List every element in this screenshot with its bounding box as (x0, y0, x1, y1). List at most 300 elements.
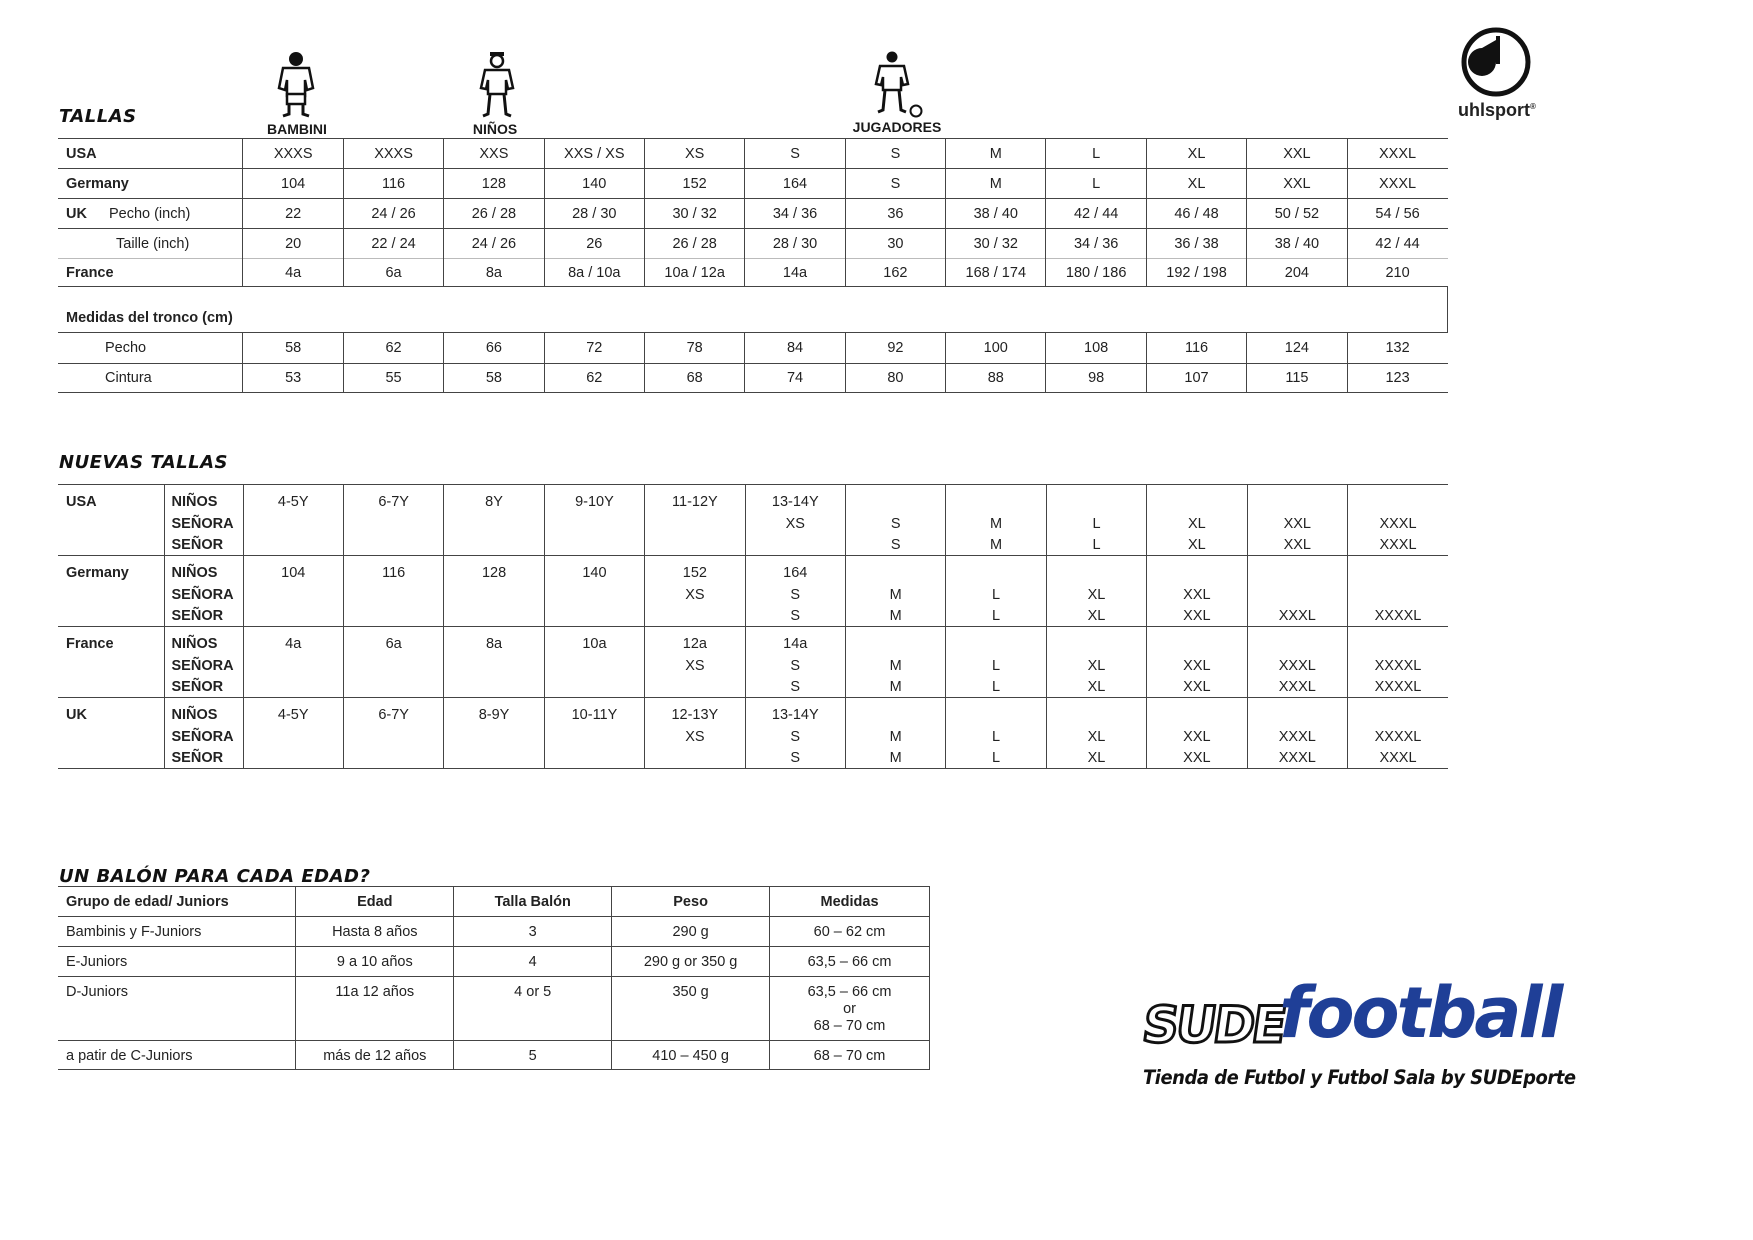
tallas-cell: 36 / 38 (1146, 229, 1246, 259)
nuevas-group-label: NIÑOS (164, 698, 243, 725)
nuevas-cell (243, 512, 343, 534)
tallas-cell: 6a (343, 259, 443, 287)
tallas-cell: 8a / 10a (544, 259, 644, 287)
nuevas-country: UK (66, 707, 87, 723)
nuevas-cell (544, 512, 644, 534)
nuevas-line (58, 654, 1448, 676)
tallas-row-label (58, 139, 243, 169)
medidas-cell: 80 (845, 364, 945, 393)
medidas-cell: 108 (1046, 333, 1146, 364)
nuevas-cell (544, 747, 644, 769)
nuevas-cell (343, 583, 443, 605)
nuevas-cell (845, 698, 945, 725)
nuevas-cell: S (845, 534, 945, 556)
medidas-cell: 58 (444, 364, 544, 393)
balon-cell: 3 (454, 917, 612, 947)
medidas-cell: 62 (544, 364, 644, 393)
medidas-cell: 92 (845, 333, 945, 364)
nuevas-cell: XXL (1247, 534, 1347, 556)
nuevas-cell: M (845, 676, 945, 698)
tallas-cell: 22 (243, 199, 343, 229)
nuevas-line (58, 725, 1448, 747)
tallas-cell: 152 (644, 169, 744, 199)
nuevas-cell: 14a (745, 627, 845, 654)
medidas-row (58, 333, 1448, 364)
nuevas-cell (845, 485, 945, 512)
tallas-cell: 210 (1347, 259, 1447, 287)
tallas-row-label (58, 229, 243, 259)
nuevas-group-label: SEÑORA (164, 512, 243, 534)
nuevas-group-label: SEÑORA (164, 725, 243, 747)
nuevas-cell: XXXXL (1348, 676, 1449, 698)
nuevas-cell: 6a (343, 627, 443, 654)
balon-row (58, 977, 930, 1041)
medidas-cell: 107 (1146, 364, 1246, 393)
tallas-row-label (58, 169, 243, 199)
tallas-cell: XXXL (1347, 139, 1447, 169)
nuevas-cell: XXL (1147, 654, 1247, 676)
nuevas-line (58, 512, 1448, 534)
tallas-country-label: Germany (66, 175, 129, 192)
tallas-cell: 38 / 40 (946, 199, 1046, 229)
balon-cell: Bambinis y F-Juniors (66, 924, 202, 940)
nuevas-cell: XXXL (1247, 654, 1347, 676)
tallas-cell: 36 (845, 199, 945, 229)
tallas-cell: 14a (745, 259, 845, 287)
nuevas-cell: S (745, 725, 845, 747)
tallas-row (58, 259, 1448, 287)
nuevas-cell: XXXL (1348, 747, 1449, 769)
balon-header-cell: Talla Balón (454, 887, 612, 917)
nuevas-cell: 116 (343, 556, 443, 583)
nuevas-cell: L (946, 676, 1046, 698)
tallas-row (58, 199, 1448, 229)
nuevas-cell: M (946, 534, 1046, 556)
nuevas-cell: XS (745, 512, 845, 534)
tallas-cell: 30 (845, 229, 945, 259)
nuevas-tallas-title: NUEVAS TALLAS (59, 452, 228, 473)
nuevas-cell (444, 583, 544, 605)
nuevas-cell: XXXXL (1348, 605, 1449, 627)
nuevas-cell (1348, 556, 1449, 583)
nuevas-group-label: SEÑOR (164, 747, 243, 769)
nuevas-cell: XL (1046, 747, 1146, 769)
nuevas-cell: S (745, 654, 845, 676)
nuevas-cell: XXL (1147, 747, 1247, 769)
medidas-cell: 124 (1247, 333, 1347, 364)
nuevas-cell (1247, 698, 1347, 725)
tallas-cell: 34 / 36 (1046, 229, 1146, 259)
nuevas-cell: XXXL (1247, 605, 1347, 627)
figure-label-jugadores: JUGADORES (852, 119, 942, 135)
nuevas-cell (1348, 485, 1449, 512)
balon-cell: 11a 12 años (296, 977, 454, 1041)
medidas-cell: 88 (946, 364, 1046, 393)
nuevas-cell: XXL (1147, 725, 1247, 747)
nuevas-cell (745, 534, 845, 556)
balon-row (58, 917, 930, 947)
balon-cell: 63,5 – 66 cm or 68 – 70 cm (770, 977, 930, 1041)
nuevas-cell: L (946, 583, 1046, 605)
tallas-country-label: France (66, 264, 114, 281)
nuevas-cell: XXXL (1247, 725, 1347, 747)
nuevas-line (58, 698, 1448, 725)
tallas-cell: XXL (1247, 139, 1347, 169)
tallas-row (58, 229, 1448, 259)
nuevas-cell (544, 605, 644, 627)
balon-row (58, 1041, 930, 1070)
nuevas-cell (444, 654, 544, 676)
sude-wordmark: SUDE (1138, 996, 1288, 1054)
nuevas-cell: M (845, 654, 945, 676)
medidas-row (58, 364, 1448, 393)
nuevas-country: USA (66, 494, 97, 510)
nuevas-cell: XL (1147, 534, 1247, 556)
medidas-cell: 74 (745, 364, 845, 393)
nuevas-cell (1348, 583, 1449, 605)
medidas-cell: 115 (1247, 364, 1347, 393)
medidas-cell: 84 (745, 333, 845, 364)
balon-cell: 60 – 62 cm (770, 917, 930, 947)
balon-header-cell: Edad (296, 887, 454, 917)
nuevas-cell: 140 (544, 556, 644, 583)
uhlsport-wordmark: uhlsport® (1458, 100, 1536, 120)
nuevas-cell: XL (1046, 725, 1146, 747)
nuevas-cell: 13-14Y (745, 485, 845, 512)
tallas-cell: XS (644, 139, 744, 169)
medidas-row-label: Pecho (105, 340, 147, 356)
nuevas-cell (243, 676, 343, 698)
nuevas-cell: XL (1046, 605, 1146, 627)
nuevas-group-label: SEÑOR (164, 534, 243, 556)
nuevas-cell (544, 725, 644, 747)
balon-cell: 63,5 – 66 cm (770, 947, 930, 977)
tallas-cell: 140 (544, 169, 644, 199)
tallas-cell: 192 / 198 (1146, 259, 1246, 287)
balon-cell: 350 g (612, 977, 770, 1041)
nuevas-cell (444, 676, 544, 698)
balon-cell: 290 g or 350 g (612, 947, 770, 977)
medidas-cell: 55 (343, 364, 443, 393)
nuevas-cell (1147, 485, 1247, 512)
nuevas-cell: 128 (444, 556, 544, 583)
tallas-cell: L (1046, 139, 1146, 169)
nuevas-cell (343, 512, 443, 534)
nuevas-cell: 164 (745, 556, 845, 583)
balon-cell: a patir de C-Juniors (66, 1048, 193, 1064)
nuevas-cell (444, 534, 544, 556)
nuevas-cell: XXXXL (1348, 725, 1449, 747)
nuevas-cell: XXL (1247, 512, 1347, 534)
nuevas-cell (444, 512, 544, 534)
nuevas-line (58, 627, 1448, 654)
tallas-cell: 4a (243, 259, 343, 287)
nuevas-cell (645, 512, 745, 534)
tallas-cell: S (745, 139, 845, 169)
nuevas-cell: M (845, 747, 945, 769)
nuevas-cell: XXXL (1348, 534, 1449, 556)
nuevas-cell: 8-9Y (444, 698, 544, 725)
nuevas-cell (1046, 698, 1146, 725)
tallas-title: TALLAS (59, 106, 137, 127)
nuevas-cell (1147, 698, 1247, 725)
nuevas-cell: 4-5Y (243, 698, 343, 725)
tallas-cell: L (1046, 169, 1146, 199)
nuevas-cell: L (946, 654, 1046, 676)
player-with-ball-icon (873, 50, 925, 120)
balon-cell: 4 or 5 (454, 977, 612, 1041)
nuevas-cell: 4-5Y (243, 485, 343, 512)
tallas-sublabel: Pecho (inch) (108, 205, 191, 222)
sudefootball-tagline: Tienda de Futbol y Futbol Sala by SUDEporte (1143, 1066, 1576, 1089)
tallas-cell: XXXS (243, 139, 343, 169)
nuevas-cell: XL (1046, 583, 1146, 605)
nuevas-line (58, 556, 1448, 583)
nuevas-cell: L (946, 747, 1046, 769)
nuevas-cell (444, 605, 544, 627)
nuevas-cell (946, 698, 1046, 725)
medidas-cell: 62 (343, 333, 443, 364)
tallas-country-label: USA (66, 145, 97, 162)
nuevas-cell: 13-14Y (745, 698, 845, 725)
nuevas-cell: 11-12Y (645, 485, 745, 512)
nuevas-cell (1046, 556, 1146, 583)
tallas-cell: 104 (243, 169, 343, 199)
tallas-cell: 42 / 44 (1347, 229, 1447, 259)
nuevas-cell: L (1046, 512, 1146, 534)
balon-cell: 410 – 450 g (612, 1041, 770, 1070)
balon-cell: 290 g (612, 917, 770, 947)
nuevas-cell: M (946, 512, 1046, 534)
nuevas-cell (845, 556, 945, 583)
nuevas-cell (343, 725, 443, 747)
tallas-cell: 168 / 174 (946, 259, 1046, 287)
nuevas-cell (243, 583, 343, 605)
nuevas-cell: 152 (645, 556, 745, 583)
tallas-country-label: UK (66, 205, 87, 222)
balon-title: UN BALÓN PARA CADA EDAD? (59, 866, 371, 887)
nuevas-cell (1348, 698, 1449, 725)
medidas-cell: 123 (1347, 364, 1447, 393)
tallas-cell: 22 / 24 (343, 229, 443, 259)
nuevas-cell: XXL (1147, 583, 1247, 605)
tallas-cell: 128 (444, 169, 544, 199)
nuevas-cell: XXL (1147, 676, 1247, 698)
nuevas-cell: L (946, 605, 1046, 627)
nuevas-cell: 9-10Y (544, 485, 644, 512)
balon-cell: E-Juniors (66, 954, 128, 970)
medidas-cell: 72 (544, 333, 644, 364)
kid-figure-icon (477, 50, 517, 120)
nuevas-cell (544, 654, 644, 676)
nuevas-cell: M (845, 583, 945, 605)
nuevas-cell (343, 747, 443, 769)
nuevas-cell: 12a (645, 627, 745, 654)
nuevas-cell: S (745, 583, 845, 605)
nuevas-cell (946, 627, 1046, 654)
tallas-cell: S (845, 169, 945, 199)
nuevas-cell (946, 556, 1046, 583)
balon-table (58, 886, 930, 1070)
nuevas-line (58, 485, 1448, 512)
nuevas-cell: S (745, 676, 845, 698)
tallas-cell: 54 / 56 (1347, 199, 1447, 229)
tallas-cell: 116 (343, 169, 443, 199)
uhlsport-logo-icon (1460, 26, 1532, 98)
nuevas-cell (1147, 556, 1247, 583)
nuevas-cell (1247, 583, 1347, 605)
medidas-row-label: Cintura (105, 370, 152, 386)
tallas-row-label (58, 259, 243, 287)
tallas-cell: XXS (444, 139, 544, 169)
sudefootball-logo (1138, 972, 1561, 1060)
medidas-cell: 132 (1347, 333, 1447, 364)
nuevas-cell (444, 725, 544, 747)
nuevas-cell (645, 534, 745, 556)
balon-cell: 9 a 10 años (296, 947, 454, 977)
tallas-cell: 26 (544, 229, 644, 259)
nuevas-cell: 6-7Y (343, 698, 443, 725)
figure-label-ninos: NIÑOS (472, 121, 518, 137)
tallas-row (58, 139, 1448, 169)
tallas-cell: XXS / XS (544, 139, 644, 169)
nuevas-group-label: NIÑOS (164, 627, 243, 654)
nuevas-cell (1247, 485, 1347, 512)
nuevas-line (58, 676, 1448, 698)
tallas-cell: M (946, 169, 1046, 199)
tallas-cell: XXXS (343, 139, 443, 169)
tallas-cell: 24 / 26 (444, 229, 544, 259)
nuevas-group-label: SEÑOR (164, 605, 243, 627)
nuevas-group-label: SEÑOR (164, 676, 243, 698)
tallas-cell: 42 / 44 (1046, 199, 1146, 229)
tallas-cell: 164 (745, 169, 845, 199)
nuevas-cell: L (946, 725, 1046, 747)
nuevas-group-label: SEÑORA (164, 654, 243, 676)
nuevas-cell: 4a (243, 627, 343, 654)
nuevas-cell: M (845, 725, 945, 747)
nuevas-cell: 10a (544, 627, 644, 654)
nuevas-cell: XXL (1147, 605, 1247, 627)
nuevas-cell: XS (645, 725, 745, 747)
tallas-cell: XXL (1247, 169, 1347, 199)
nuevas-line (58, 747, 1448, 769)
tallas-cell: 20 (243, 229, 343, 259)
nuevas-cell (343, 605, 443, 627)
figure-label-bambini: BAMBINI (267, 121, 327, 137)
medidas-cell: 68 (644, 364, 744, 393)
balon-header-cell: Grupo de edad/ Juniors (66, 893, 229, 910)
nuevas-cell: XL (1046, 654, 1146, 676)
tallas-cell: 26 / 28 (644, 229, 744, 259)
tallas-cell: 38 / 40 (1247, 229, 1347, 259)
tallas-cell: S (845, 139, 945, 169)
balon-cell: D-Juniors (66, 984, 129, 1000)
child-figure-icon (275, 50, 317, 120)
nuevas-cell (544, 583, 644, 605)
balon-cell: más de 12 años (296, 1041, 454, 1070)
nuevas-group-label: NIÑOS (164, 485, 243, 512)
medidas-cell: 116 (1146, 333, 1246, 364)
nuevas-cell (243, 654, 343, 676)
nuevas-cell (1046, 627, 1146, 654)
football-wordmark: football (1279, 972, 1561, 1054)
tallas-cell: XL (1146, 139, 1246, 169)
medidas-title-row (58, 287, 1448, 333)
tallas-cell: 30 / 32 (946, 229, 1046, 259)
nuevas-cell: S (745, 747, 845, 769)
balon-cell: 4 (454, 947, 612, 977)
medidas-cell: 53 (243, 364, 343, 393)
balon-cell: 68 – 70 cm (770, 1041, 930, 1070)
tallas-cell: 10a / 12a (644, 259, 744, 287)
tallas-cell: 162 (845, 259, 945, 287)
nuevas-cell: M (845, 605, 945, 627)
nuevas-cell: 104 (243, 556, 343, 583)
tallas-cell: 30 / 32 (644, 199, 744, 229)
nuevas-cell (243, 747, 343, 769)
tallas-cell: 34 / 36 (745, 199, 845, 229)
nuevas-cell: XXXXL (1348, 654, 1449, 676)
tallas-cell: 26 / 28 (444, 199, 544, 229)
nuevas-cell: 8a (444, 627, 544, 654)
tallas-cell: M (946, 139, 1046, 169)
balon-cell: 5 (454, 1041, 612, 1070)
tallas-sublabel: Taille (inch) (116, 235, 190, 252)
nuevas-cell: XL (1147, 512, 1247, 534)
nuevas-cell (343, 676, 443, 698)
nuevas-cell: L (1046, 534, 1146, 556)
nuevas-cell: XS (645, 654, 745, 676)
nuevas-cell: S (745, 605, 845, 627)
nuevas-cell (845, 627, 945, 654)
tallas-table (58, 138, 1448, 393)
medidas-cell: 98 (1046, 364, 1146, 393)
tallas-cell: XL (1146, 169, 1246, 199)
nuevas-cell: XXXL (1247, 747, 1347, 769)
nuevas-cell (544, 676, 644, 698)
tallas-cell: 28 / 30 (544, 199, 644, 229)
nuevas-cell (1348, 627, 1449, 654)
nuevas-cell (343, 654, 443, 676)
nuevas-cell: XXXL (1247, 676, 1347, 698)
nuevas-cell (645, 676, 745, 698)
nuevas-cell (1247, 556, 1347, 583)
balon-header-cell: Peso (612, 887, 770, 917)
balon-header-cell: Medidas (770, 887, 930, 917)
nuevas-cell (946, 485, 1046, 512)
nuevas-cell: XL (1046, 676, 1146, 698)
balon-cell: Hasta 8 años (296, 917, 454, 947)
balon-header-row (58, 887, 930, 917)
balon-row (58, 947, 930, 977)
tallas-cell: 24 / 26 (343, 199, 443, 229)
nuevas-cell: XS (645, 583, 745, 605)
tallas-cell: 50 / 52 (1247, 199, 1347, 229)
tallas-cell: XXXL (1347, 169, 1447, 199)
tallas-row-label (58, 199, 243, 229)
nuevas-cell (343, 534, 443, 556)
medidas-cell: 100 (946, 333, 1046, 364)
nuevas-cell (444, 747, 544, 769)
nuevas-line (58, 583, 1448, 605)
nuevas-group-label: SEÑORA (164, 583, 243, 605)
tallas-cell: 204 (1247, 259, 1347, 287)
nuevas-cell (243, 605, 343, 627)
nuevas-country: Germany (66, 565, 129, 581)
nuevas-cell (645, 605, 745, 627)
tallas-cell: 8a (444, 259, 544, 287)
